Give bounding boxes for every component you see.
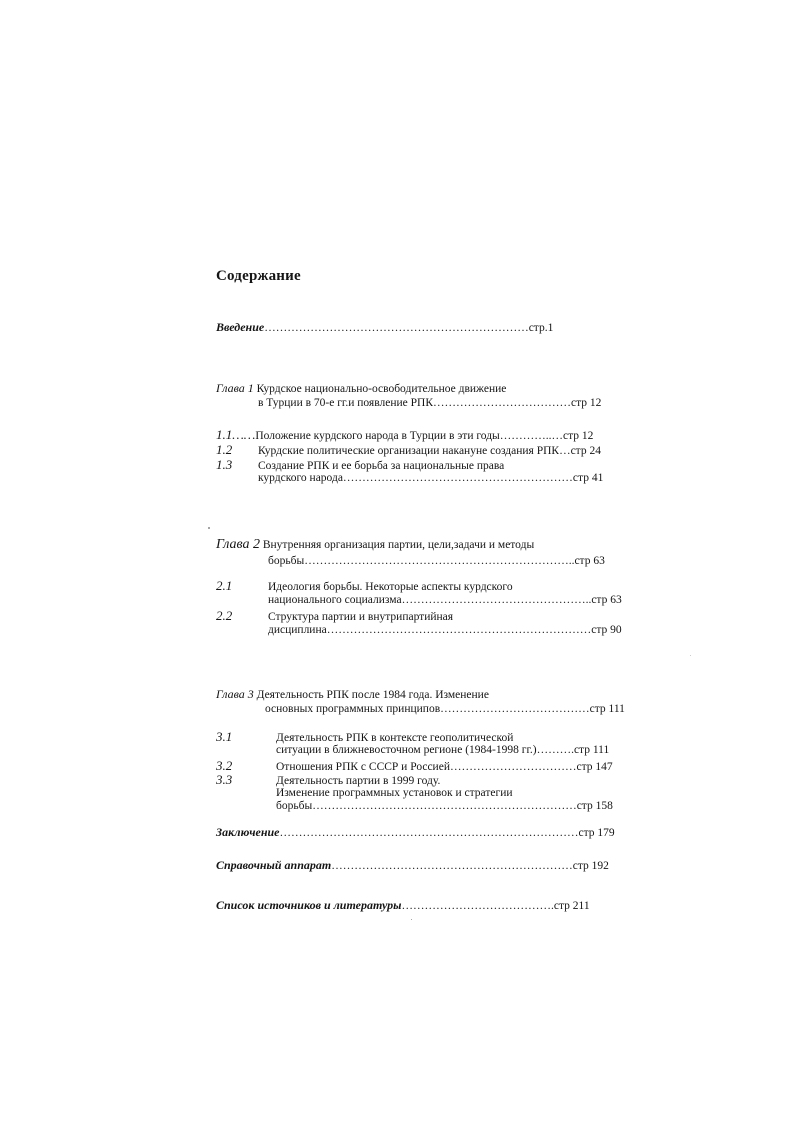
toc-section-3-2-text: Отношения РПК с СССР и Россией bbox=[276, 761, 450, 773]
toc-section-1-2-dots: … bbox=[559, 445, 571, 457]
toc-section-1-1-number: 1.1…… bbox=[216, 427, 256, 442]
toc-intro-dots: …………………………………………………………… bbox=[264, 322, 529, 334]
toc-section-2-1-page: стр 63 bbox=[591, 594, 622, 606]
toc-section-2-1-line2-row bbox=[268, 594, 622, 607]
toc-section-3-3-line3-row bbox=[276, 800, 613, 813]
toc-section-1-3 bbox=[216, 458, 504, 473]
toc-chapter-2-title-line2: борьбы bbox=[268, 555, 305, 567]
toc-section-3-3-page: стр 158 bbox=[576, 800, 613, 812]
scan-speck bbox=[208, 527, 210, 529]
toc-entry-conclusion bbox=[216, 826, 615, 840]
toc-chapter-1-page: стр 12 bbox=[571, 397, 602, 409]
toc-chapter-2-dots: …………………………………………………………….. bbox=[304, 555, 575, 567]
toc-section-3-1-text-line1: Деятельность РПК в контексте геополитической bbox=[276, 732, 514, 744]
toc-section-3-1-dots: ………. bbox=[536, 744, 574, 756]
toc-reference-page: стр 192 bbox=[572, 860, 609, 872]
toc-section-3-2-page: стр 147 bbox=[576, 761, 613, 773]
toc-section-2-2-text-line2: дисциплина bbox=[268, 624, 327, 636]
toc-chapter-1-label: Глава 1 bbox=[216, 381, 254, 395]
toc-chapter-3-title-line2: основных программных принципов bbox=[265, 703, 441, 715]
toc-section-3-1 bbox=[216, 730, 513, 745]
toc-section-3-3-number: 3.3 bbox=[216, 772, 233, 787]
toc-section-3-1-text-line2: ситуации в ближневосточном регионе (1984-1998 гг.) bbox=[276, 744, 537, 756]
toc-chapter-3-title-line1: Деятельность РПК после 1984 года. Изменение bbox=[256, 689, 489, 701]
toc-section-3-2-number: 3.2 bbox=[216, 758, 233, 773]
toc-section-2-2-number: 2.2 bbox=[216, 608, 233, 623]
toc-section-2-1-text-line2: национального социализма bbox=[268, 594, 402, 606]
scan-speck bbox=[411, 919, 412, 920]
toc-section-1-3-text-line1: Создание РПК и ее борьба за национальные права bbox=[258, 460, 505, 472]
toc-section-1-3-number: 1.3 bbox=[216, 457, 233, 472]
toc-sources-dots: …………………………………. bbox=[401, 900, 554, 912]
toc-conclusion-label: Заключение bbox=[216, 825, 280, 839]
toc-chapter-1-title-line2-row bbox=[258, 397, 601, 410]
toc-section-2-2-line2-row bbox=[268, 624, 622, 637]
toc-section-3-3-dots: …………………………………………………………… bbox=[312, 800, 577, 812]
toc-section-1-1-page: стр 12 bbox=[563, 430, 594, 442]
toc-section-2-2-dots: …………………………………………………………… bbox=[326, 624, 592, 636]
toc-section-1-2-page: стр 24 bbox=[570, 445, 601, 457]
toc-reference-label: Справочный аппарат bbox=[216, 858, 332, 872]
toc-reference-dots: ……………………………………………………… bbox=[331, 860, 573, 872]
toc-section-2-1-number: 2.1 bbox=[216, 578, 233, 593]
toc-chapter-3-label: Глава 3 bbox=[216, 687, 254, 701]
toc-chapter-2-heading bbox=[216, 538, 534, 552]
toc-chapter-3-title-line2-row bbox=[265, 703, 625, 716]
toc-section-3-3 bbox=[216, 773, 440, 788]
toc-section-3-3-text-line3: борьбы bbox=[276, 800, 313, 812]
toc-section-1-1-text: Положение курдского народа в Турции в эти годы bbox=[255, 430, 500, 442]
toc-section-3-3-text-line2: Изменение программных установок и стратегии bbox=[276, 787, 513, 799]
toc-chapter-3-heading bbox=[216, 688, 489, 702]
toc-section-3-3-text-line1: Деятельность партии в 1999 году. bbox=[276, 775, 441, 787]
toc-section-1-1-dots: …………..… bbox=[499, 430, 564, 442]
toc-section-3-2 bbox=[216, 759, 613, 774]
toc-section-2-2-page: стр 90 bbox=[591, 624, 622, 636]
toc-section-2-1-dots: ………………………………………….. bbox=[401, 594, 592, 606]
toc-intro-page: стр.1 bbox=[528, 322, 554, 334]
toc-section-1-2-number: 1.2 bbox=[216, 442, 233, 457]
toc-chapter-2-page: стр 63 bbox=[574, 555, 605, 567]
toc-section-2-1 bbox=[216, 579, 513, 594]
toc-section-1-3-dots: …………………………………………………… bbox=[342, 472, 573, 484]
toc-section-1-3-text-line2: курдского народа bbox=[258, 472, 343, 484]
page-title: Содержание bbox=[216, 268, 301, 284]
toc-section-1-3-page: стр 41 bbox=[572, 472, 604, 484]
toc-sources-page: стр 211 bbox=[553, 900, 590, 912]
toc-section-2-1-text-line1: Идеология борьбы. Некоторые аспекты курдского bbox=[268, 581, 513, 593]
scan-speck bbox=[690, 655, 691, 656]
toc-section-1-2-text: Курдские политические организации накануне создания РПК bbox=[258, 445, 560, 457]
toc-section-3-2-dots: …………………………… bbox=[449, 761, 577, 773]
toc-conclusion-dots: …………………………………………………………………… bbox=[279, 827, 579, 839]
toc-chapter-1-title-line1: Курдское национально-освободительное движение bbox=[256, 383, 507, 395]
toc-chapter-3-dots: ………………………………… bbox=[440, 703, 590, 715]
toc-chapter-2-title-line1: Внутренняя организация партии, цели,задачи и методы bbox=[262, 539, 535, 551]
toc-section-2-2 bbox=[216, 609, 453, 624]
toc-intro-label: Введение bbox=[216, 320, 265, 334]
toc-section-1-3-line2-row bbox=[258, 472, 603, 485]
toc-chapter-1-title-line2: в Турции в 70-е гг.и появление РПК bbox=[258, 397, 434, 409]
toc-chapter-2-label: Глава 2 bbox=[216, 537, 260, 552]
toc-section-2-2-text-line1: Структура партии и внутрипартийная bbox=[268, 611, 454, 623]
toc-chapter-3-page: стр 111 bbox=[589, 703, 625, 715]
toc-sources-label: Список источников и литературы bbox=[216, 898, 402, 912]
toc-section-3-1-line2-row bbox=[276, 744, 609, 757]
toc-section-3-1-number: 3.1 bbox=[216, 729, 233, 744]
toc-section-1-1 bbox=[216, 428, 593, 443]
toc-section-3-1-page: стр 111 bbox=[573, 744, 610, 756]
toc-conclusion-page: стр 179 bbox=[578, 827, 615, 839]
toc-entry-reference bbox=[216, 859, 609, 873]
toc-entry-intro bbox=[216, 321, 553, 335]
toc-chapter-1-dots: ……………………………… bbox=[433, 397, 572, 409]
toc-chapter-2-title-line2-row bbox=[268, 555, 605, 568]
toc-section-1-2 bbox=[216, 443, 601, 458]
toc-chapter-1-heading bbox=[216, 382, 506, 396]
toc-entry-sources bbox=[216, 899, 590, 913]
